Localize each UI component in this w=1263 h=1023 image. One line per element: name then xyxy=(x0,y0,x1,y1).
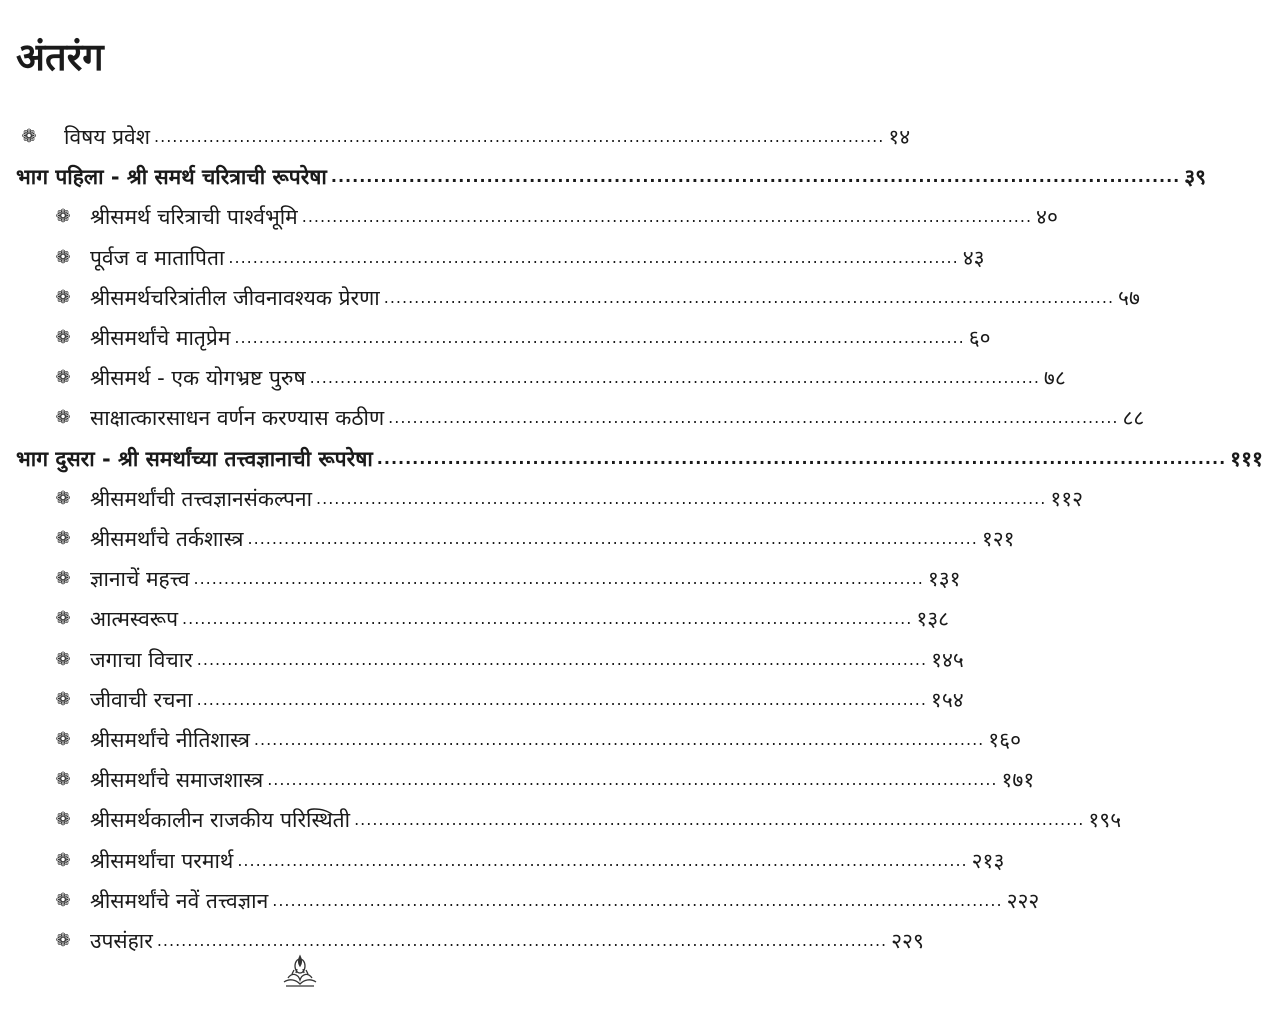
dot-leader: ........................................................................................................................ xyxy=(196,649,928,669)
toc-entry-label: जीवाची रचना xyxy=(90,687,193,712)
toc-entry xyxy=(0,552,961,592)
flower-star-icon: ❁ xyxy=(21,126,37,147)
toc-entry-label: श्रीसमर्थांचे नीतिशास्त्र xyxy=(90,728,250,752)
toc-entry-label: श्रीसमर्थांचा परमार्थ xyxy=(90,848,234,873)
toc-page-number: १५४ xyxy=(930,687,964,712)
toc-entry-label: भाग दुसरा - श्री समर्थांच्या तत्त्वज्ञानाची रूपरेषा xyxy=(16,446,373,471)
toc-entry-label: श्रीसमर्थचरित्रांतील जीवनावश्यक प्रेरणा xyxy=(90,285,380,310)
toc-entry-label: श्रीसमर्थांचे समाजशास्त्र xyxy=(90,768,264,793)
toc-page-number: ४० xyxy=(1036,205,1058,230)
dot-leader: ........................................................................................................................ xyxy=(237,850,968,870)
dot-leader: ........................................................................................................................ xyxy=(301,207,1033,227)
toc-entry xyxy=(0,311,991,351)
toc-page-number: २२२ xyxy=(1006,888,1040,913)
toc-page-number: २२९ xyxy=(891,929,924,953)
toc-entry-label: श्रीसमर्थ - एक योगभ्रष्ट पुरुष xyxy=(90,366,306,391)
toc-page-number: ३९ xyxy=(1184,165,1207,190)
toc-entry xyxy=(0,231,985,271)
flower-star-icon: ❁ xyxy=(55,930,71,951)
dot-leader: ........................................................................................................................ xyxy=(193,569,924,589)
flower-star-icon: ❁ xyxy=(55,246,71,268)
toc-entry xyxy=(0,592,950,632)
toc-entry-label: श्रीसमर्थ चरित्राची पार्श्वभूमि xyxy=(90,205,298,230)
toc-entry xyxy=(0,753,1035,793)
flower-star-icon: ❁ xyxy=(55,648,71,670)
flower-star-icon: ❁ xyxy=(55,286,71,308)
dot-leader: ........................................................................................................................ xyxy=(196,689,927,709)
toc-entry xyxy=(0,110,911,150)
toc-entry xyxy=(0,391,1145,431)
dot-leader: ........................................................................................................................ xyxy=(316,488,1047,508)
dot-leader: ........................................................................................................................ xyxy=(383,287,1115,307)
toc-page-number: २१३ xyxy=(971,848,1005,873)
dot-leader: ........................................................................................................................ xyxy=(309,368,1040,388)
flower-star-icon: ❁ xyxy=(55,889,71,911)
dot-leader: ........................................................................................................................ xyxy=(234,328,965,347)
lotus-lamp-logo-icon xyxy=(280,952,320,992)
flower-star-icon: ❁ xyxy=(55,206,71,228)
dot-leader: ........................................................................................................................ xyxy=(247,529,978,548)
toc-page-number: ७८ xyxy=(1043,366,1066,391)
toc-entry-label: ज्ञानाचें महत्त्व xyxy=(90,567,190,592)
toc-page-number: १७१ xyxy=(1001,768,1035,793)
toc-entry-label: श्रीसमर्थांचे नवें तत्त्वज्ञान xyxy=(90,888,269,913)
toc-entry-label: साक्षात्कारसाधन वर्णन करण्यास कठीण xyxy=(90,406,385,431)
toc-entry xyxy=(0,472,1084,512)
dot-leader: ........................................................................................................................ xyxy=(376,448,1227,468)
toc-entry xyxy=(0,190,1058,230)
toc-page-number: ११२ xyxy=(1050,486,1084,511)
toc-entry-label: भाग पहिला - श्री समर्थ चरित्राची रूपरेषा xyxy=(16,165,327,190)
toc-entry xyxy=(0,351,1066,391)
toc-entry-label: पूर्वज व मातापिता xyxy=(90,245,225,270)
toc-part-heading xyxy=(0,150,1207,190)
toc-page-number: १६० xyxy=(988,728,1021,752)
toc-page-number: १९५ xyxy=(1088,808,1122,833)
dot-leader: ........................................................................................................................ xyxy=(388,408,1119,428)
dot-leader: ........................................................................................................................ xyxy=(354,810,1085,830)
toc-page-number: ८८ xyxy=(1122,406,1145,431)
flower-star-icon: ❁ xyxy=(55,809,71,831)
toc-entry-label: उपसंहार xyxy=(90,929,153,953)
flower-star-icon: ❁ xyxy=(55,608,71,630)
toc-entry-label: आत्मस्वरूप xyxy=(90,607,179,632)
dot-leader: ........................................................................................................................ xyxy=(253,730,985,749)
toc-page-number: ५७ xyxy=(1118,285,1140,310)
toc-page-number: १२१ xyxy=(981,527,1015,551)
flower-star-icon: ❁ xyxy=(55,327,71,348)
flower-star-icon: ❁ xyxy=(55,849,71,871)
toc-entry xyxy=(0,834,1005,874)
dot-leader: ........................................................................................................................ xyxy=(182,609,913,629)
toc-entry xyxy=(0,633,964,673)
toc-part-heading xyxy=(0,432,1263,472)
flower-star-icon: ❁ xyxy=(55,729,71,750)
toc-page-number: १३१ xyxy=(927,567,961,592)
toc-entry-label: जगाचा विचार xyxy=(90,647,193,672)
toc-page-number: १४५ xyxy=(931,647,964,672)
dot-leader: ........................................................................................................................ xyxy=(272,890,1003,910)
toc-entry-label: श्रीसमर्थकालीन राजकीय परिस्थिती xyxy=(90,808,351,833)
toc-entry xyxy=(0,271,1140,311)
dot-leader: ........................................................................................................................ xyxy=(267,770,998,790)
flower-star-icon: ❁ xyxy=(55,769,71,791)
toc-entry xyxy=(0,713,1021,753)
flower-star-icon: ❁ xyxy=(55,367,71,389)
toc-entry xyxy=(0,673,964,713)
dot-leader: ........................................................................................................................ xyxy=(228,247,959,267)
dot-leader: ........................................................................................................................ xyxy=(156,931,888,950)
page-title: अंतरंग xyxy=(16,35,104,79)
toc-entry xyxy=(0,874,1040,914)
toc-page-number: ४३ xyxy=(962,245,985,270)
flower-star-icon: ❁ xyxy=(55,568,71,590)
flower-star-icon: ❁ xyxy=(55,688,71,710)
toc-page-number: १३८ xyxy=(916,607,950,632)
flower-star-icon: ❁ xyxy=(55,487,71,509)
toc-page-number: १११ xyxy=(1230,446,1263,471)
toc-page-number: १४ xyxy=(888,125,911,149)
toc-page-number: ६० xyxy=(968,326,991,350)
flower-star-icon: ❁ xyxy=(55,528,71,549)
toc-entry-label: श्रीसमर्थांचे तर्कशास्त्र xyxy=(90,527,244,551)
dot-leader: ........................................................................................................................ xyxy=(154,127,885,146)
toc-entry-label: श्रीसमर्थांचे मातृप्रेम xyxy=(90,326,231,350)
toc-entry xyxy=(0,793,1122,833)
dot-leader: ........................................................................................................................ xyxy=(330,167,1181,187)
toc-entry xyxy=(0,512,1015,552)
toc-entry-label: विषय प्रवेश xyxy=(64,125,151,149)
flower-star-icon: ❁ xyxy=(55,407,71,429)
toc-entry xyxy=(0,914,924,954)
toc-entry-label: श्रीसमर्थांची तत्त्वज्ञानसंकल्पना xyxy=(90,486,313,511)
